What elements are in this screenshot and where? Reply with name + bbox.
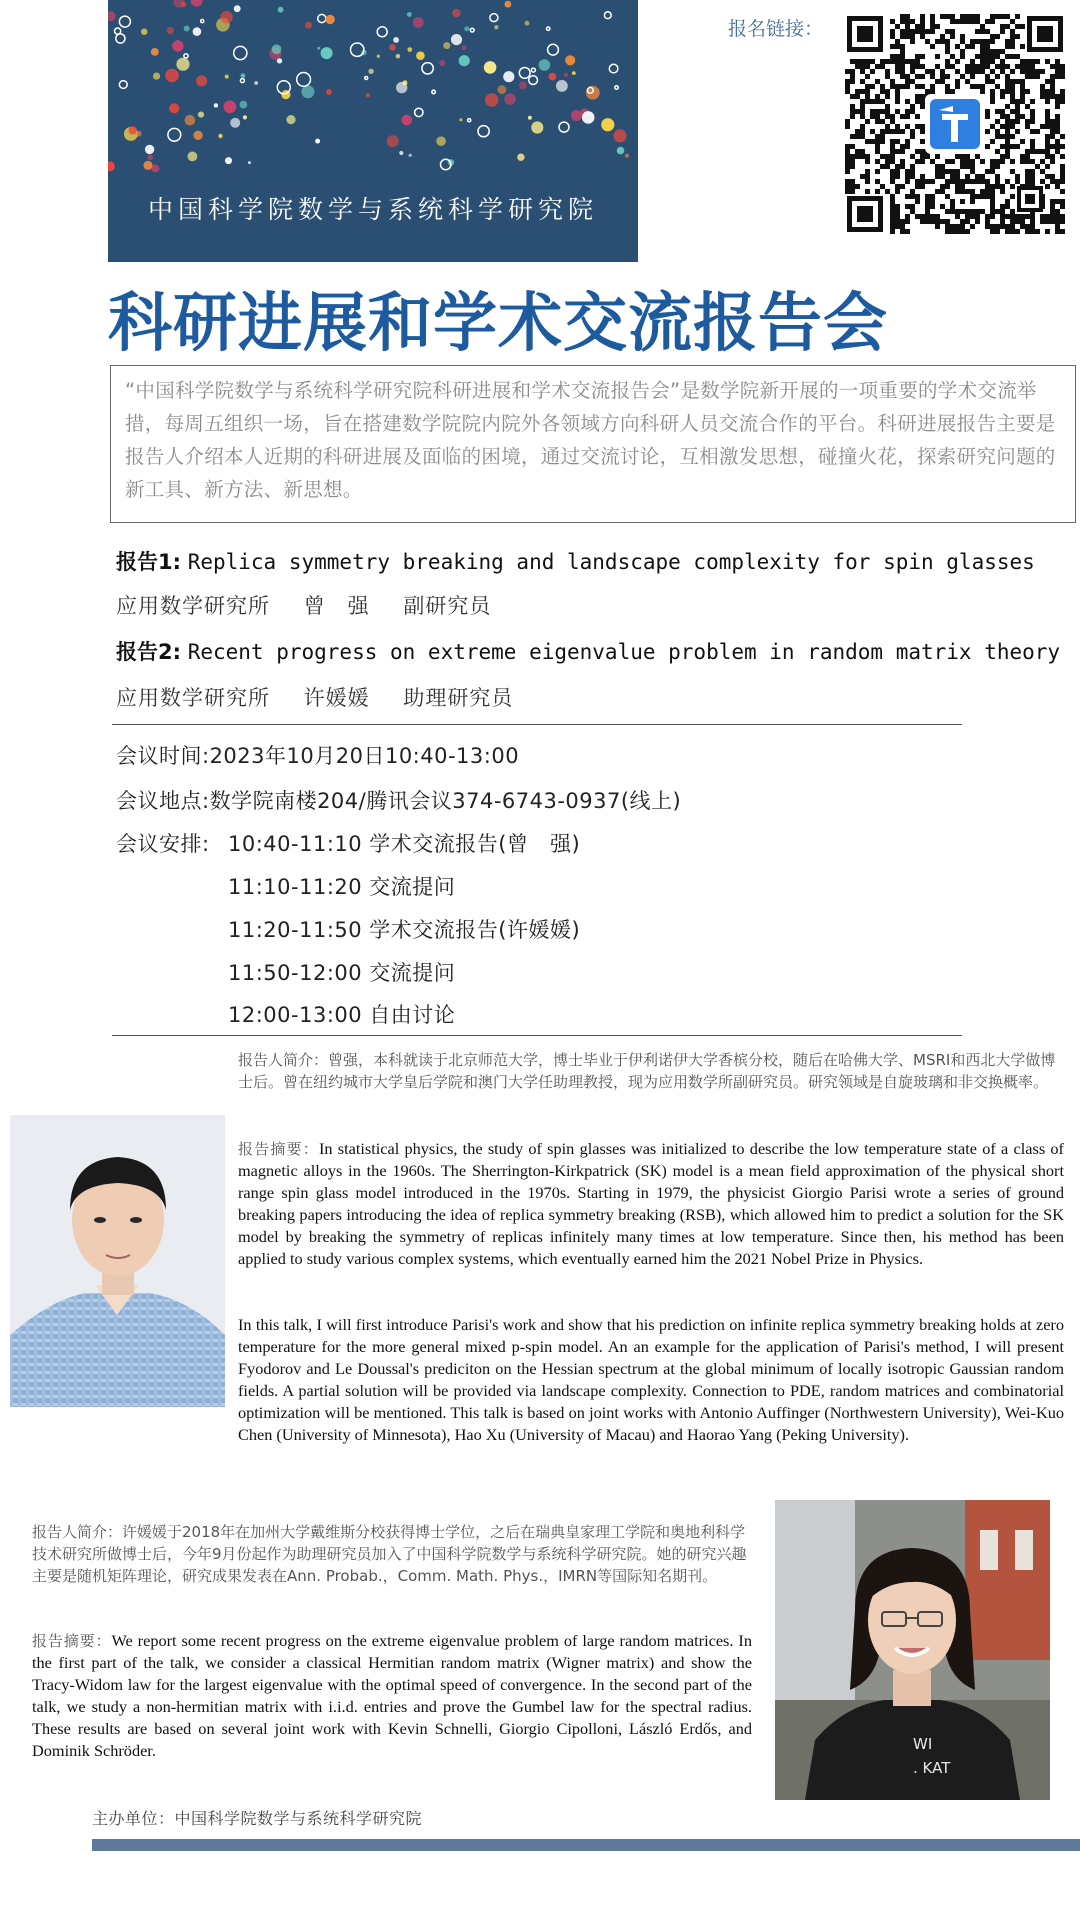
registration-qr-code[interactable] [845, 14, 1065, 234]
talk-1-speaker: 曾 强 [303, 594, 370, 618]
abstract-label: 报告摘要： [238, 1140, 319, 1158]
abstract-paragraph-1: In statistical physics, the study of spin glasses was initialized to describe the low temperature state of a class of magnetic alloys in the 1960s. The Sherrington-Kirkpatrick (SK) model is a mean field approximation of the physical short range spin glass model introduced in the 1970s. Starting in 1979, the physicist Giorgio Parisi wrote a series of ground breaking papers introducing the idea of replica symmetry breaking (RSB), which allowed him to predict a solution for the SK model by breaking the symmetry of replicas infinitely many times at low temperature. Since then, his method has been applied to study various complex systems, which eventually earned him the 2021 Nobel Prize in Physics. [238, 1139, 1064, 1268]
shirt-print: WI . KAT [913, 1735, 951, 1777]
speaker-1-bio: 报告人简介：曾强，本科就读于北京师范大学，博士毕业于伊利诺伊大学香槟分校，随后在哈佛大学、MSRI和西北大学做博士后。曾在纽约城市大学皇后学院和澳门大学任助理教授，现为应用数学所副研究员。研究领域是自旋玻璃和非交换概率。 [238, 1051, 1056, 1091]
speaker-1-abstract [238, 1138, 1064, 1270]
speaker-2-abstract [32, 1630, 752, 1762]
divider [112, 1035, 962, 1036]
header-banner [108, 0, 638, 262]
talk-2-speaker: 许媛媛 [303, 686, 370, 710]
speaker-2-bio: 报告人简介：许媛媛于2018年在加州大学戴维斯分校获得博士学位，之后在瑞典皇家理工学院和奥地利科学技术研究所做博士后，今年9月份起作为助理研究员加入了中国科学院数学与系统科学研究院。她的研究兴趣主要是随机矩阵理论，研究成果发表在Ann. Probab.，Comm. Math. Phys.，IMRN等国际知名期刊。 [32, 1523, 747, 1585]
intro-text: “中国科学院数学与系统科学研究院科研进展和学术交流报告会”是数学院新开展的一项重要的学术交流举措，每周五组织一场，旨在搭建数学院院内院外各领域方向科研人员交流合作的平台。科研进展报告主要是报告人介绍本人近期的科研进展及面临的困境，通过交流讨论，互相激发思想，碰撞火花，探索研究问题的新工具、新方法、新思想。 [125, 379, 1056, 501]
abstract-label: 报告摘要： [32, 1632, 112, 1650]
talk-1-institute: 应用数学研究所 [116, 594, 270, 618]
talk-1-label: 报告1: [116, 550, 182, 574]
talk-2-speaker-line [116, 682, 539, 712]
organizer: 主办单位：中国科学院数学与系统科学研究院 [92, 1809, 423, 1828]
agenda-item: 11:50-12:00 交流提问 [228, 961, 456, 985]
talk-1-title-text: Replica symmetry breaking and landscape complexity for spin glasses [187, 550, 1035, 574]
agenda-item: 11:10-11:20 交流提问 [228, 875, 456, 899]
meeting-place: 会议地点:数学院南楼204/腾讯会议374-6743-0937(线上) [116, 789, 682, 813]
talk-2-title-text: Recent progress on extreme eigenvalue problem in random matrix theory [187, 640, 1061, 664]
talk-1-title [116, 546, 1035, 576]
registration-label: 报名链接： [728, 18, 824, 40]
talk-2-label: 报告2: [116, 640, 182, 664]
intro-box [110, 365, 1076, 523]
speaker-2-photo [775, 1500, 1050, 1800]
meeting-time: 会议时间:2023年10月20日10:40-13:00 [116, 744, 520, 768]
speaker-1-photo [10, 1115, 225, 1407]
talk-2-title [116, 636, 1060, 666]
agenda-item: 12:00-13:00 自由讨论 [228, 1003, 456, 1027]
abstract-text: We report some recent progress on the extreme eigenvalue problem of large random matrices. In the first part of the talk, we consider a classical Hermitian random matrix (Wigner matrix) and show the Tracy-Widom law for the largest eigenvalue with the optimal speed of convergence. In the second part of the talk, we study a non-hermitian matrix with i.i.d. entries and prove the Gumbel law for the spectral radius. These results are based on several joint work with Kevin Schnelli, Giorgio Cipolloni, László Erdős, and Dominik Schröder. [32, 1631, 752, 1760]
talk-2-position: 助理研究员 [403, 686, 514, 710]
agenda-item: 11:20-11:50 学术交流报告(许媛媛) [228, 918, 581, 942]
page-title: 科研进展和学术交流报告会 [108, 287, 888, 361]
footer-bar [92, 1839, 1080, 1851]
divider [112, 724, 962, 725]
talk-1-position: 副研究员 [403, 594, 492, 618]
speaker-1-abstract-p2: In this talk, I will first introduce Parisi's work and show that his prediction on infinite replica symmetry breaking holds at zero temperature for the more general mixed p-spin model. An an example for the application of Parisi's method, I will present Fyodorov and Le Doussal's prediciton on the Hessian spectrum at the global minimum of locally isotropic Gaussian random fields. A partial solution will be provided via landscape complexity. Connection to PDE, random matrices and combinatorial optimization will be mentioned. This talk is based on joint works with Antonio Auffinger (Northwestern University), Wei-Kuo Chen (University of Minnesota), Hao Xu (University of Macau) and Haorao Yang (Peking University). [238, 1315, 1064, 1444]
talk-1-speaker-line [116, 590, 517, 620]
talk-2-institute: 应用数学研究所 [116, 686, 270, 710]
agenda-item: 10:40-11:10 学术交流报告(曾 强) [228, 832, 581, 856]
institute-name: 中国科学院数学与系统科学研究院 [147, 195, 598, 224]
agenda-label: 会议安排: [116, 832, 210, 856]
